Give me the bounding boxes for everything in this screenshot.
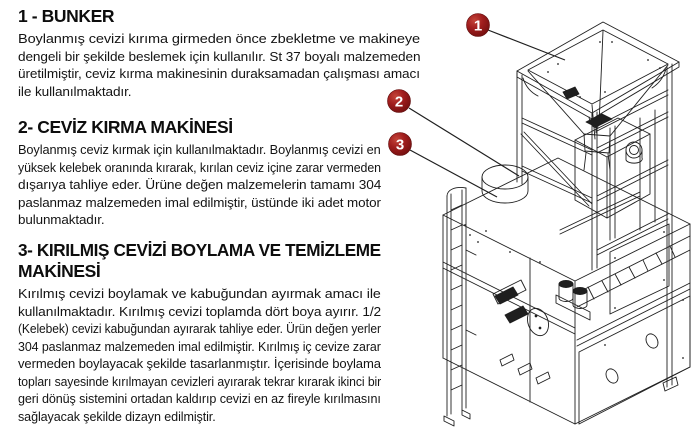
section-ceviz-kirma-heading [18, 117, 381, 138]
text-line: 2- CEVİZ KIRMA MAKİNESİ [18, 117, 233, 137]
machine-line-art [443, 22, 690, 426]
text-line: vermeden boylayacak şekilde tasarlanmıştır. İçerisinde boylama [18, 356, 381, 371]
text-line: (Kelebek) cevizi kabuğundan ayırarak tahliye eder. Ürün değen yerler [18, 321, 381, 336]
text-line: 3- KIRILMIŞ CEVİZİ BOYLAMA VE TEMİZLEME [18, 240, 381, 260]
callout-3-number: 3 [395, 136, 405, 154]
text-line: ile kullanılmaktadır. [18, 83, 132, 99]
section-ceviz-kirma-paragraph [18, 141, 381, 229]
section-boylama-heading [18, 240, 381, 282]
text-line: 304 paslanmaz malzemeden imal edilmiştir. Kırılmış iç cevize zarar [18, 338, 381, 354]
section-bunker [18, 6, 420, 100]
text-line: topları sayesinde kırılmayan cevizleri ayırarak tekrar kırarak ikinci bir [18, 373, 382, 389]
section-boylama-temizleme-makinesi [18, 240, 381, 425]
text-line: Boylanmış ceviz kırmak için kullanılmaktadır. Boylanmış cevizi en [18, 142, 381, 157]
text-line: Kırılmış cevizi boylamak ve kabuğundan ayırmak amacı ile [18, 286, 381, 301]
text-line: dengeli bir şekilde beslemek için kullanılır. St 37 boyalı malzemeden [18, 48, 421, 64]
text-line: geri dönüş sistemini ortadan kaldırıp cevizi en az fireyle kırılmasını [18, 391, 381, 406]
text-line: sağlayacak şekilde dizayn edilmiştir. [18, 408, 216, 424]
text-line: MAKİNESİ [18, 261, 101, 281]
section-bunker-paragraph [18, 30, 420, 100]
callout-3 [389, 133, 412, 156]
callout-2-number: 2 [394, 93, 404, 111]
text-line: Boylanmış cevizi kırıma girmeden önce zbekletme ve makineye [18, 31, 420, 46]
text-line: bulunmaktadır. [18, 212, 105, 227]
section-ceviz-kirma-makinesi [18, 117, 381, 229]
callout-1 [467, 14, 490, 37]
section-bunker-heading [18, 6, 420, 27]
callout-1-number: 1 [473, 17, 483, 35]
text-line: paslanmaz malzemeden imal edilmiştir, üstünde iki adet motor [18, 194, 381, 210]
text-line: yüksek kelebek oranında kırarak, kırılan ceviz içine zarar vermeden [18, 159, 381, 175]
callout-leader-lines [409, 30, 565, 197]
text-line: kullanılmaktadır. Kırılmış cevizi toplamda dört boya ayırır. 1/2 [18, 303, 382, 319]
section-boylama-paragraph [18, 285, 381, 425]
text-line: üretilmiştir, ceviz kırma makinesinin duraksamadan çalışması amacı [18, 66, 420, 81]
text-line: dışarıya tahliye eder. Ürüne değen malzemelerin tamamı 304 [18, 177, 382, 192]
text-line: 1 - BUNKER [18, 6, 115, 26]
